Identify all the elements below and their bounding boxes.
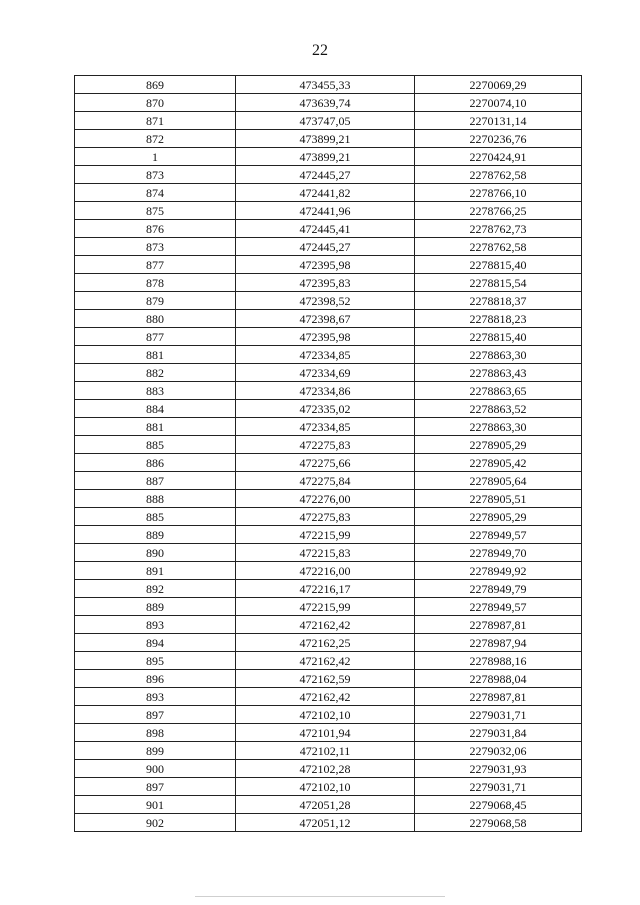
coordinates-table [74,75,582,832]
x-coordinate-cell: 472102,10 [236,706,415,724]
table-row [75,364,582,382]
table-row [75,742,582,760]
y-coordinate-cell: 2279032,06 [415,742,582,760]
table-row [75,310,582,328]
table-row [75,166,582,184]
x-coordinate-cell: 472162,25 [236,634,415,652]
table-row [75,148,582,166]
x-coordinate-cell: 472335,02 [236,400,415,418]
table-row [75,94,582,112]
x-coordinate-cell: 472395,98 [236,328,415,346]
table-row [75,616,582,634]
y-coordinate-cell: 2278949,79 [415,580,582,598]
point-number-cell: 877 [75,256,236,274]
y-coordinate-cell: 2278949,57 [415,598,582,616]
x-coordinate-cell: 472275,66 [236,454,415,472]
x-coordinate-cell: 472275,84 [236,472,415,490]
table-row [75,436,582,454]
x-coordinate-cell: 472398,67 [236,310,415,328]
table-row [75,202,582,220]
table-row [75,652,582,670]
x-coordinate-cell: 472162,42 [236,616,415,634]
point-number-cell: 901 [75,796,236,814]
point-number-cell: 893 [75,688,236,706]
point-number-cell: 879 [75,292,236,310]
point-number-cell: 873 [75,166,236,184]
point-number-cell: 893 [75,616,236,634]
y-coordinate-cell: 2278863,30 [415,418,582,436]
table-row [75,760,582,778]
table-row [75,184,582,202]
point-number-cell: 900 [75,760,236,778]
y-coordinate-cell: 2278762,73 [415,220,582,238]
x-coordinate-cell: 472101,94 [236,724,415,742]
x-coordinate-cell: 472162,42 [236,652,415,670]
point-number-cell: 878 [75,274,236,292]
x-coordinate-cell: 472102,10 [236,778,415,796]
y-coordinate-cell: 2270236,76 [415,130,582,148]
scan-artifact-line [195,896,445,897]
x-coordinate-cell: 472275,83 [236,508,415,526]
table-row [75,724,582,742]
point-number-cell: 897 [75,778,236,796]
point-number-cell: 888 [75,490,236,508]
y-coordinate-cell: 2278949,92 [415,562,582,580]
y-coordinate-cell: 2278905,64 [415,472,582,490]
point-number-cell: 885 [75,508,236,526]
x-coordinate-cell: 472051,12 [236,814,415,832]
x-coordinate-cell: 472441,82 [236,184,415,202]
point-number-cell: 890 [75,544,236,562]
point-number-cell: 891 [75,562,236,580]
point-number-cell: 884 [75,400,236,418]
x-coordinate-cell: 472275,83 [236,436,415,454]
y-coordinate-cell: 2278988,16 [415,652,582,670]
y-coordinate-cell: 2278818,37 [415,292,582,310]
y-coordinate-cell: 2278987,81 [415,616,582,634]
point-number-cell: 899 [75,742,236,760]
x-coordinate-cell: 473747,05 [236,112,415,130]
x-coordinate-cell: 472334,86 [236,382,415,400]
y-coordinate-cell: 2278766,10 [415,184,582,202]
table-row [75,418,582,436]
table-row [75,490,582,508]
table-row [75,238,582,256]
point-number-cell: 881 [75,418,236,436]
y-coordinate-cell: 2278815,40 [415,256,582,274]
y-coordinate-cell: 2270131,14 [415,112,582,130]
x-coordinate-cell: 472216,17 [236,580,415,598]
point-number-cell: 898 [75,724,236,742]
y-coordinate-cell: 2279068,45 [415,796,582,814]
x-coordinate-cell: 472445,27 [236,238,415,256]
point-number-cell: 876 [75,220,236,238]
table-row [75,598,582,616]
point-number-cell: 902 [75,814,236,832]
x-coordinate-cell: 472215,99 [236,526,415,544]
table-row [75,292,582,310]
y-coordinate-cell: 2278988,04 [415,670,582,688]
x-coordinate-cell: 473455,33 [236,76,415,94]
x-coordinate-cell: 472102,11 [236,742,415,760]
table-row [75,580,582,598]
table-row [75,76,582,94]
x-coordinate-cell: 472215,83 [236,544,415,562]
x-coordinate-cell: 472445,27 [236,166,415,184]
table-row [75,112,582,130]
y-coordinate-cell: 2278905,51 [415,490,582,508]
table-row [75,256,582,274]
point-number-cell: 895 [75,652,236,670]
y-coordinate-cell: 2270424,91 [415,148,582,166]
point-number-cell: 1 [75,148,236,166]
y-coordinate-cell: 2278815,54 [415,274,582,292]
table-row [75,778,582,796]
table-row [75,400,582,418]
table-row [75,562,582,580]
point-number-cell: 874 [75,184,236,202]
y-coordinate-cell: 2278905,42 [415,454,582,472]
x-coordinate-cell: 472334,85 [236,418,415,436]
point-number-cell: 875 [75,202,236,220]
table-row [75,328,582,346]
x-coordinate-cell: 473639,74 [236,94,415,112]
y-coordinate-cell: 2278815,40 [415,328,582,346]
point-number-cell: 887 [75,472,236,490]
y-coordinate-cell: 2270069,29 [415,76,582,94]
table-row [75,544,582,562]
y-coordinate-cell: 2278905,29 [415,508,582,526]
point-number-cell: 883 [75,382,236,400]
table-row [75,670,582,688]
x-coordinate-cell: 472395,98 [236,256,415,274]
table-row [75,472,582,490]
y-coordinate-cell: 2279031,93 [415,760,582,778]
point-number-cell: 894 [75,634,236,652]
y-coordinate-cell: 2278818,23 [415,310,582,328]
point-number-cell: 889 [75,526,236,544]
point-number-cell: 892 [75,580,236,598]
point-number-cell: 873 [75,238,236,256]
table-row [75,382,582,400]
x-coordinate-cell: 472162,42 [236,688,415,706]
x-coordinate-cell: 472334,69 [236,364,415,382]
x-coordinate-cell: 472102,28 [236,760,415,778]
y-coordinate-cell: 2270074,10 [415,94,582,112]
point-number-cell: 885 [75,436,236,454]
coordinates-table-body [75,76,582,832]
y-coordinate-cell: 2278863,65 [415,382,582,400]
x-coordinate-cell: 473899,21 [236,130,415,148]
point-number-cell: 877 [75,328,236,346]
point-number-cell: 881 [75,346,236,364]
point-number-cell: 889 [75,598,236,616]
x-coordinate-cell: 472216,00 [236,562,415,580]
point-number-cell: 896 [75,670,236,688]
table-row [75,796,582,814]
x-coordinate-cell: 472051,28 [236,796,415,814]
y-coordinate-cell: 2278987,81 [415,688,582,706]
y-coordinate-cell: 2278905,29 [415,436,582,454]
x-coordinate-cell: 473899,21 [236,148,415,166]
y-coordinate-cell: 2278863,30 [415,346,582,364]
y-coordinate-cell: 2279031,84 [415,724,582,742]
page-number: 22 [312,42,328,59]
y-coordinate-cell: 2278863,43 [415,364,582,382]
point-number-cell: 897 [75,706,236,724]
table-row [75,274,582,292]
x-coordinate-cell: 472445,41 [236,220,415,238]
table-row [75,634,582,652]
y-coordinate-cell: 2279031,71 [415,778,582,796]
table-row [75,454,582,472]
y-coordinate-cell: 2279068,58 [415,814,582,832]
table-row [75,130,582,148]
y-coordinate-cell: 2278863,52 [415,400,582,418]
point-number-cell: 886 [75,454,236,472]
y-coordinate-cell: 2278762,58 [415,238,582,256]
point-number-cell: 870 [75,94,236,112]
y-coordinate-cell: 2278762,58 [415,166,582,184]
point-number-cell: 871 [75,112,236,130]
point-number-cell: 880 [75,310,236,328]
y-coordinate-cell: 2279031,71 [415,706,582,724]
table-row [75,526,582,544]
x-coordinate-cell: 472215,99 [236,598,415,616]
x-coordinate-cell: 472162,59 [236,670,415,688]
x-coordinate-cell: 472276,00 [236,490,415,508]
table-row [75,346,582,364]
table-row [75,220,582,238]
x-coordinate-cell: 472398,52 [236,292,415,310]
x-coordinate-cell: 472441,96 [236,202,415,220]
y-coordinate-cell: 2278766,25 [415,202,582,220]
y-coordinate-cell: 2278949,70 [415,544,582,562]
table-row [75,814,582,832]
point-number-cell: 869 [75,76,236,94]
y-coordinate-cell: 2278949,57 [415,526,582,544]
point-number-cell: 872 [75,130,236,148]
table-row [75,688,582,706]
x-coordinate-cell: 472334,85 [236,346,415,364]
table-row [75,508,582,526]
point-number-cell: 882 [75,364,236,382]
y-coordinate-cell: 2278987,94 [415,634,582,652]
table-row [75,706,582,724]
x-coordinate-cell: 472395,83 [236,274,415,292]
